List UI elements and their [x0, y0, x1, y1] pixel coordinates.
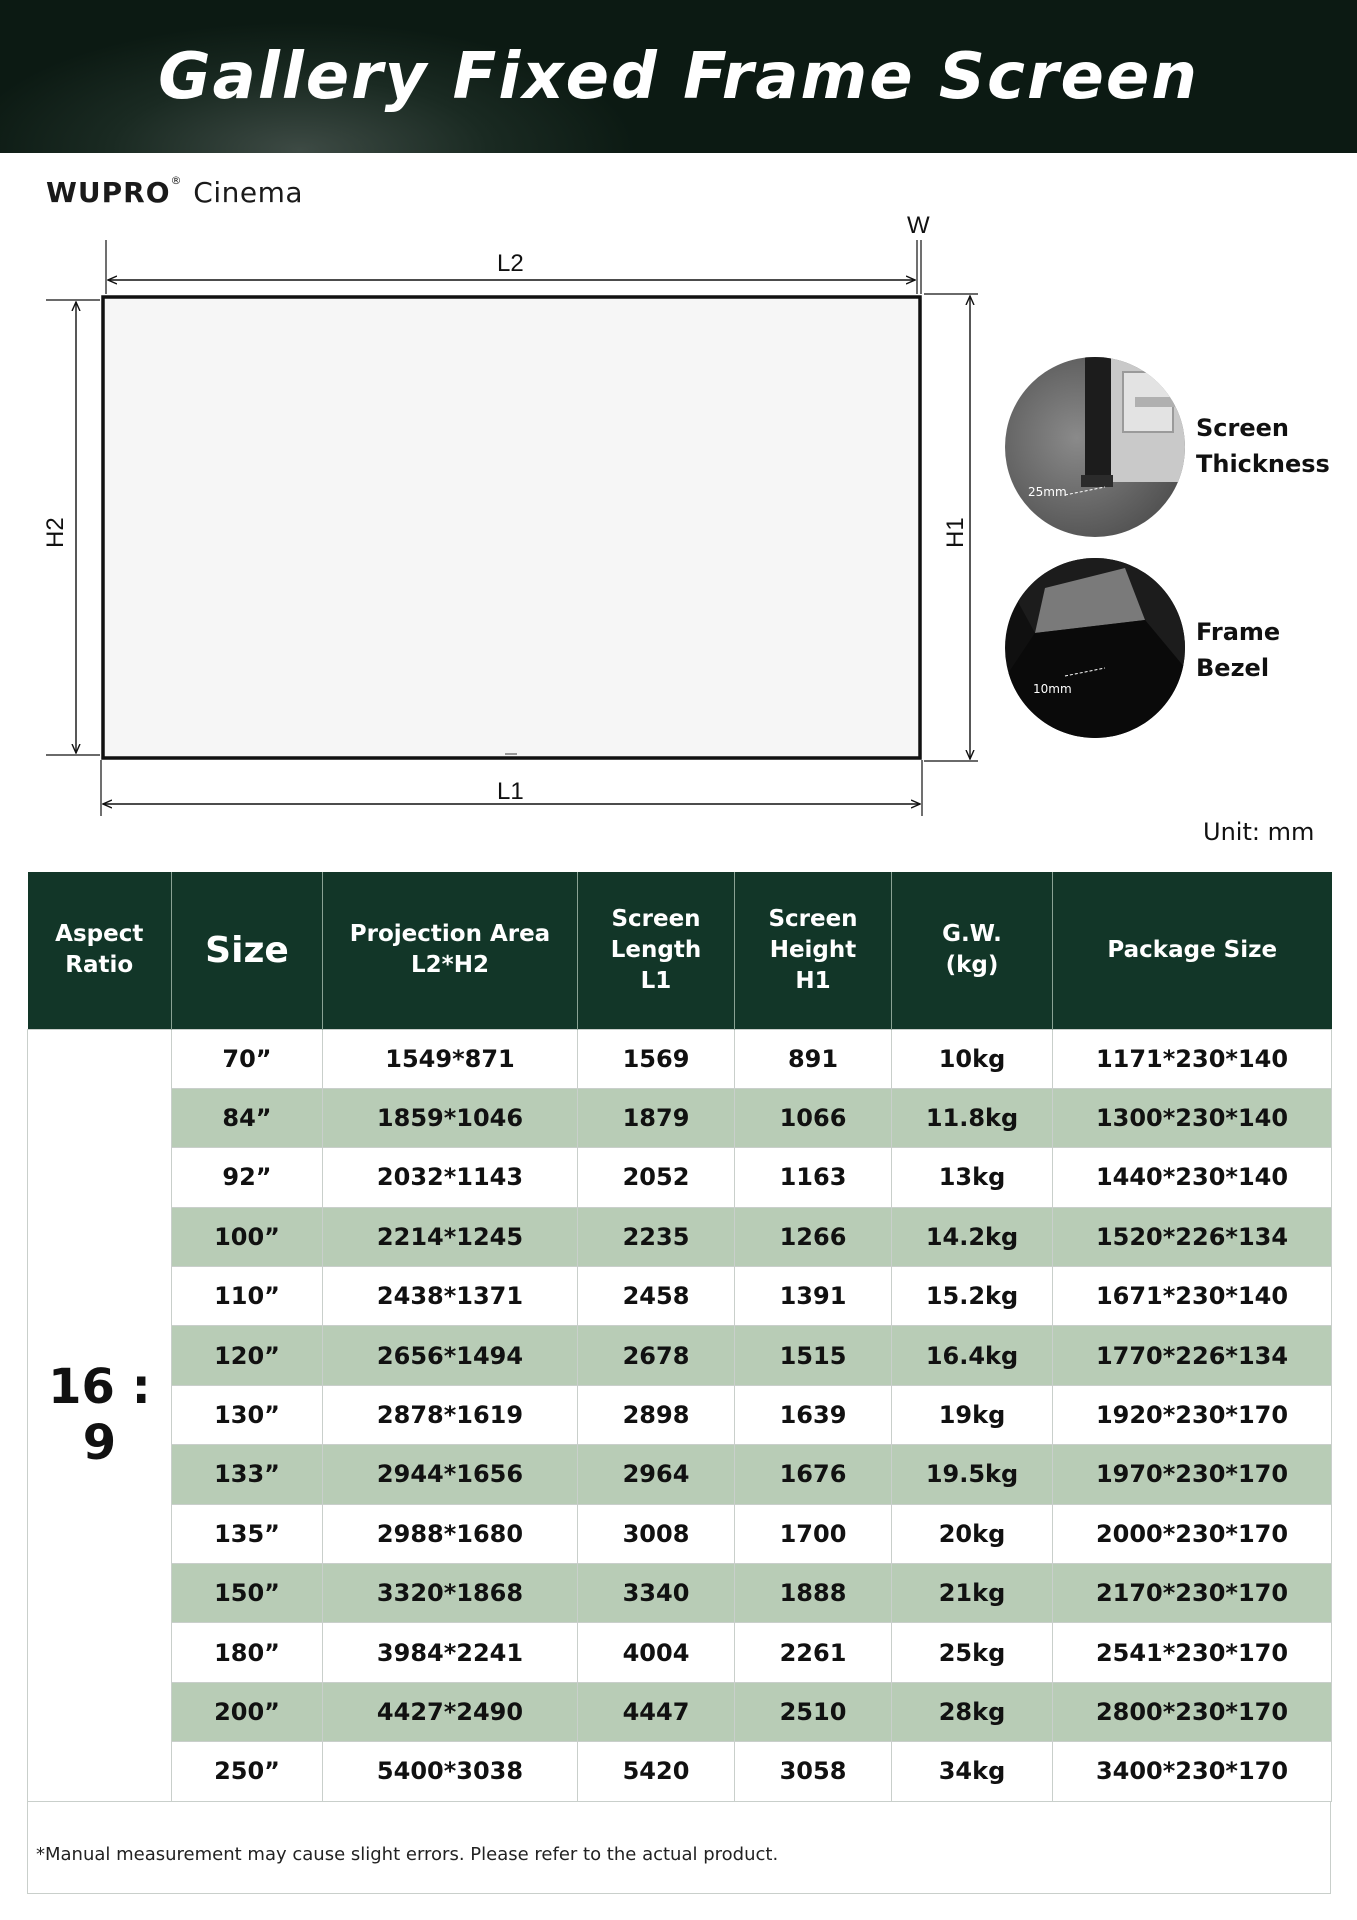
cell-screen-height: 1888 [735, 1564, 892, 1623]
cell-projection-area: 3984*2241 [323, 1623, 578, 1682]
aspect-ratio-cell: 16 : 9 [28, 1029, 172, 1801]
cell-package-size: 1440*230*140 [1053, 1148, 1332, 1207]
table-body [28, 1029, 1332, 1801]
cell-size: 70” [172, 1029, 323, 1088]
dimension-label-w: W [907, 212, 930, 239]
bezel-measure-label: 10mm [1033, 682, 1072, 696]
table-row [28, 1088, 1332, 1147]
cell-projection-area: 1859*1046 [323, 1088, 578, 1147]
cell-gross-weight: 14.2kg [892, 1207, 1053, 1266]
table-row [28, 1385, 1332, 1444]
table-row [28, 1742, 1332, 1801]
cell-package-size: 2800*230*170 [1053, 1682, 1332, 1741]
cell-projection-area: 2438*1371 [323, 1267, 578, 1326]
cell-package-size: 1171*230*140 [1053, 1029, 1332, 1088]
cell-screen-height: 1266 [735, 1207, 892, 1266]
spec-table [27, 872, 1332, 1802]
cell-screen-length: 2235 [578, 1207, 735, 1266]
cell-screen-length: 3008 [578, 1504, 735, 1563]
cell-projection-area: 4427*2490 [323, 1682, 578, 1741]
cell-screen-height: 1639 [735, 1385, 892, 1444]
thickness-measure-label: 25mm [1028, 485, 1067, 499]
cell-gross-weight: 34kg [892, 1742, 1053, 1801]
screen-logo-mark [505, 753, 517, 755]
cell-package-size: 1300*230*140 [1053, 1088, 1332, 1147]
cell-screen-height: 1700 [735, 1504, 892, 1563]
footnote-box [27, 1802, 1331, 1894]
cell-screen-length: 2898 [578, 1385, 735, 1444]
cell-gross-weight: 10kg [892, 1029, 1053, 1088]
cell-projection-area: 2878*1619 [323, 1385, 578, 1444]
screen-thickness-detail-image [1005, 357, 1185, 537]
cell-package-size: 1770*226*134 [1053, 1326, 1332, 1385]
cell-screen-length: 4447 [578, 1682, 735, 1741]
table-row [28, 1207, 1332, 1266]
cell-screen-length: 1569 [578, 1029, 735, 1088]
table-row [28, 1148, 1332, 1207]
cell-package-size: 1671*230*140 [1053, 1267, 1332, 1326]
footnote: *Manual measurement may cause slight errors. Please refer to the actual product. [36, 1844, 779, 1865]
cell-screen-height: 1391 [735, 1267, 892, 1326]
cell-gross-weight: 21kg [892, 1564, 1053, 1623]
cell-screen-height: 1163 [735, 1148, 892, 1207]
cell-projection-area: 2988*1680 [323, 1504, 578, 1563]
cell-screen-length: 2052 [578, 1148, 735, 1207]
cell-package-size: 1970*230*170 [1053, 1445, 1332, 1504]
table-row [28, 1623, 1332, 1682]
cell-screen-height: 1676 [735, 1445, 892, 1504]
table-row [28, 1564, 1332, 1623]
table-row [28, 1504, 1332, 1563]
cell-screen-height: 891 [735, 1029, 892, 1088]
frame-bezel-label: Frame Bezel [1196, 618, 1281, 682]
cell-projection-area: 5400*3038 [323, 1742, 578, 1801]
cell-gross-weight: 19.5kg [892, 1445, 1053, 1504]
cell-screen-length: 1879 [578, 1088, 735, 1147]
cell-package-size: 2170*230*170 [1053, 1564, 1332, 1623]
page-title: Gallery Fixed Frame Screen [158, 39, 1199, 114]
dimension-label-l2: L2 [497, 250, 524, 277]
cell-projection-area: 2032*1143 [323, 1148, 578, 1207]
table-row [28, 1029, 1332, 1088]
cell-size: 110” [172, 1267, 323, 1326]
cell-package-size: 2000*230*170 [1053, 1504, 1332, 1563]
cell-projection-area: 2214*1245 [323, 1207, 578, 1266]
unit-label: Unit: mm [1203, 818, 1315, 846]
table-row [28, 1682, 1332, 1741]
cell-size: 92” [172, 1148, 323, 1207]
cell-projection-area: 3320*1868 [323, 1564, 578, 1623]
cell-size: 130” [172, 1385, 323, 1444]
frame-bezel-detail-image [1005, 558, 1185, 738]
cell-screen-length: 2458 [578, 1267, 735, 1326]
cell-gross-weight: 28kg [892, 1682, 1053, 1741]
cell-gross-weight: 25kg [892, 1623, 1053, 1682]
table-header-row [28, 872, 1332, 1029]
cell-size: 180” [172, 1623, 323, 1682]
cell-size: 135” [172, 1504, 323, 1563]
cell-screen-length: 2964 [578, 1445, 735, 1504]
cell-package-size: 3400*230*170 [1053, 1742, 1332, 1801]
header-size: Size [172, 872, 323, 1029]
cell-projection-area: 2944*1656 [323, 1445, 578, 1504]
cell-screen-height: 1066 [735, 1088, 892, 1147]
cell-gross-weight: 20kg [892, 1504, 1053, 1563]
brand-suffix: Cinema [193, 176, 304, 209]
cell-gross-weight: 13kg [892, 1148, 1053, 1207]
header-aspect-ratio: Aspect Ratio [28, 872, 172, 1029]
table-row [28, 1267, 1332, 1326]
brand-name: WUPRO [46, 176, 171, 209]
cell-screen-length: 3340 [578, 1564, 735, 1623]
header-gross-weight: G.W. (kg) [892, 872, 1053, 1029]
cell-size: 250” [172, 1742, 323, 1801]
cell-gross-weight: 11.8kg [892, 1088, 1053, 1147]
cell-screen-height: 2510 [735, 1682, 892, 1741]
cell-package-size: 1920*230*170 [1053, 1385, 1332, 1444]
cell-gross-weight: 15.2kg [892, 1267, 1053, 1326]
screen-thickness-label: Screen Thickness [1196, 414, 1330, 478]
header-screen-height: Screen Height H1 [735, 872, 892, 1029]
dimension-label-l1: L1 [497, 778, 524, 805]
cell-size: 133” [172, 1445, 323, 1504]
cell-screen-height: 3058 [735, 1742, 892, 1801]
cell-projection-area: 1549*871 [323, 1029, 578, 1088]
cell-size: 150” [172, 1564, 323, 1623]
header-projection-area: Projection Area L2*H2 [323, 872, 578, 1029]
cell-screen-height: 1515 [735, 1326, 892, 1385]
dimension-label-h2: H2 [42, 517, 69, 548]
cell-size: 84” [172, 1088, 323, 1147]
cell-size: 100” [172, 1207, 323, 1266]
cell-gross-weight: 19kg [892, 1385, 1053, 1444]
cell-size: 120” [172, 1326, 323, 1385]
screen-outline [103, 297, 920, 758]
cell-size: 200” [172, 1682, 323, 1741]
dimension-label-h1: H1 [942, 517, 969, 548]
table-row [28, 1445, 1332, 1504]
cell-projection-area: 2656*1494 [323, 1326, 578, 1385]
cell-screen-length: 4004 [578, 1623, 735, 1682]
cell-gross-weight: 16.4kg [892, 1326, 1053, 1385]
header-package-size: Package Size [1053, 872, 1332, 1029]
cell-package-size: 2541*230*170 [1053, 1623, 1332, 1682]
table-row [28, 1326, 1332, 1385]
brand-registered-mark: ® [170, 174, 183, 187]
screen-dimension-diagram [0, 200, 1000, 840]
cell-package-size: 1520*226*134 [1053, 1207, 1332, 1266]
header-screen-length: Screen Length L1 [578, 872, 735, 1029]
cell-screen-length: 5420 [578, 1742, 735, 1801]
header-banner [0, 0, 1357, 153]
cell-screen-length: 2678 [578, 1326, 735, 1385]
cell-screen-height: 2261 [735, 1623, 892, 1682]
